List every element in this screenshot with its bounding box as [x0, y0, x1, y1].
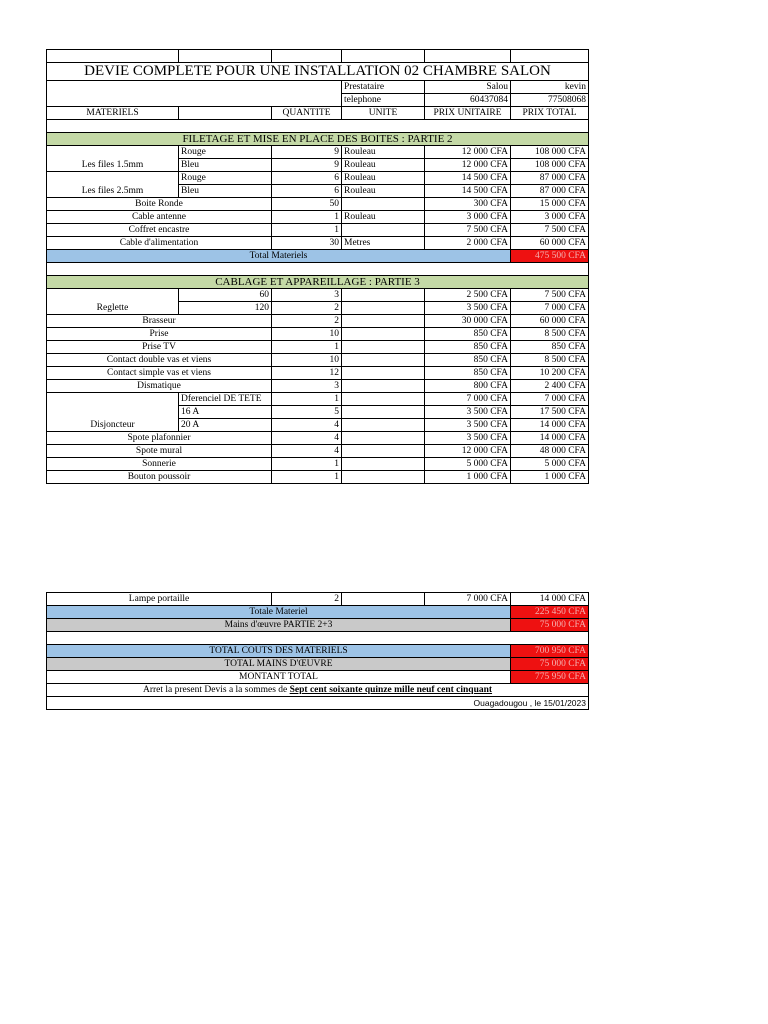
total-price: 48 000 CFA	[511, 445, 589, 458]
total-materiels-row	[47, 250, 589, 263]
devis-table	[46, 49, 589, 484]
total-price: 8 500 CFA	[511, 354, 589, 367]
header-unite: UNITE	[342, 107, 425, 120]
total-price: 60 000 CFA	[511, 237, 589, 250]
header-quantite: QUANTITE	[272, 107, 342, 120]
header-prix-unitaire: PRIX UNITAIRE	[425, 107, 511, 120]
total-price: 7 500 CFA	[511, 289, 589, 302]
files-25-label: Les files 2.5mm	[47, 172, 179, 198]
sub-item: 20 A	[179, 419, 272, 432]
total-price: 108 000 CFA	[511, 146, 589, 159]
arret-row	[47, 684, 589, 697]
unit-price: 12 000 CFA	[425, 445, 511, 458]
quantity: 1	[272, 211, 342, 224]
header-materiels: MATERIELS	[47, 107, 179, 120]
unit	[342, 224, 425, 237]
table-row	[47, 237, 589, 250]
quantity: 2	[272, 302, 342, 315]
unit-price: 14 500 CFA	[425, 185, 511, 198]
table-row	[47, 289, 589, 302]
table-row	[47, 458, 589, 471]
item-name: Cable d'alimentation	[47, 237, 272, 250]
wire-color: Rouge	[179, 172, 272, 185]
telephone-label: telephone	[342, 94, 425, 107]
item-name: Spote mural	[47, 445, 272, 458]
total-main-label: TOTAL MAINS D'ŒUVRE	[47, 658, 511, 671]
quantity: 1	[272, 393, 342, 406]
total-price: 7 500 CFA	[511, 224, 589, 237]
unit-price: 800 CFA	[425, 380, 511, 393]
quantity: 1	[272, 341, 342, 354]
unit: Rouleau	[342, 172, 425, 185]
item-name: Dismatique	[47, 380, 272, 393]
wire-color: Rouge	[179, 146, 272, 159]
header-prix-total: PRIX TOTAL	[511, 107, 589, 120]
total-price: 10 200 CFA	[511, 367, 589, 380]
quantity: 2	[272, 593, 342, 606]
quantity: 12	[272, 367, 342, 380]
item-name: Cable antenne	[47, 211, 272, 224]
unit-price: 850 CFA	[425, 341, 511, 354]
partie3-title: CABLAGE ET APPAREILLAGE : PARTIE 3	[47, 276, 589, 289]
date-line: Ouagadougou , le 15/01/2023	[47, 697, 589, 710]
item-name: Contact simple vas et viens	[47, 367, 272, 380]
totale-materiel-value: 225 450 CFA	[511, 606, 589, 619]
quantity: 4	[272, 445, 342, 458]
table-row	[47, 471, 589, 484]
unit: Rouleau	[342, 185, 425, 198]
total-price: 14 000 CFA	[511, 432, 589, 445]
total-price: 7 000 CFA	[511, 393, 589, 406]
wire-color: Bleu	[179, 159, 272, 172]
wire-color: Bleu	[179, 185, 272, 198]
table-row	[47, 380, 589, 393]
sub-item: 60	[179, 289, 272, 302]
prestataire-name-2: kevin	[511, 81, 589, 94]
table-row	[47, 198, 589, 211]
quantity: 2	[272, 315, 342, 328]
item-name: Sonnerie	[47, 458, 272, 471]
quantity: 10	[272, 354, 342, 367]
quantity: 1	[272, 224, 342, 237]
date-row	[47, 697, 589, 710]
section-partie2	[47, 133, 589, 146]
unit: Rouleau	[342, 159, 425, 172]
total-price: 15 000 CFA	[511, 198, 589, 211]
unit-price: 7 000 CFA	[425, 593, 511, 606]
unit-price: 30 000 CFA	[425, 315, 511, 328]
title-row	[47, 63, 589, 81]
quantity: 10	[272, 328, 342, 341]
item-name: Brasseur	[47, 315, 272, 328]
unit-price: 300 CFA	[425, 198, 511, 211]
total-materiels-label: Total Materiels	[47, 250, 511, 263]
unit-price: 1 000 CFA	[425, 471, 511, 484]
total-couts-label: TOTAL COUTS DES MATERIELS	[47, 645, 511, 658]
telephone-1: 60437084	[425, 94, 511, 107]
prestataire-name-1: Salou	[425, 81, 511, 94]
spacer-row	[47, 120, 589, 133]
total-price: 108 000 CFA	[511, 159, 589, 172]
summary-table	[46, 592, 589, 710]
totale-materiel-row	[47, 606, 589, 619]
total-price: 850 CFA	[511, 341, 589, 354]
table-row	[47, 315, 589, 328]
unit-price: 7 000 CFA	[425, 393, 511, 406]
montant-row	[47, 671, 589, 684]
item-name: Contact double vas et viens	[47, 354, 272, 367]
unit-price: 12 000 CFA	[425, 159, 511, 172]
document-title: DEVIE COMPLETE POUR UNE INSTALLATION 02 CHAMBRE SALON	[47, 63, 589, 81]
montant-label: MONTANT TOTAL	[47, 671, 511, 684]
item-name: Prise	[47, 328, 272, 341]
table-row	[47, 354, 589, 367]
total-price: 87 000 CFA	[511, 172, 589, 185]
table-row	[47, 593, 589, 606]
unit-price: 3 500 CFA	[425, 302, 511, 315]
unit-price: 850 CFA	[425, 328, 511, 341]
files-15-label: Les files 1.5mm	[47, 146, 179, 172]
prestataire-row	[47, 81, 589, 94]
unit-price: 12 000 CFA	[425, 146, 511, 159]
quantity: 4	[272, 432, 342, 445]
main-oeuvre-value: 75 000 CFA	[511, 619, 589, 632]
arret-text	[47, 684, 589, 697]
total-price: 2 400 CFA	[511, 380, 589, 393]
total-couts-value: 700 950 CFA	[511, 645, 589, 658]
quantity: 9	[272, 159, 342, 172]
quantity: 6	[272, 172, 342, 185]
quantity: 6	[272, 185, 342, 198]
spacer-row	[47, 632, 589, 645]
total-price: 17 500 CFA	[511, 406, 589, 419]
total-materiels-value: 475 500 CFA	[511, 250, 589, 263]
quantity: 9	[272, 146, 342, 159]
quantity: 1	[272, 471, 342, 484]
unit-price: 850 CFA	[425, 367, 511, 380]
unit: Rouleau	[342, 211, 425, 224]
header-row	[47, 107, 589, 120]
totale-materiel-label: Totale Materiel	[47, 606, 511, 619]
main-oeuvre-label: Mains d'œuvre PARTIE 2+3	[47, 619, 511, 632]
item-name: Lampe portaille	[47, 593, 272, 606]
unit-price: 2 500 CFA	[425, 289, 511, 302]
table-row	[47, 328, 589, 341]
arret-amount: Sept cent soixante quinze mille neuf cent cinquant	[289, 685, 493, 695]
total-price: 87 000 CFA	[511, 185, 589, 198]
unit-price: 3 000 CFA	[425, 211, 511, 224]
total-couts-row	[47, 645, 589, 658]
quantity: 5	[272, 406, 342, 419]
main-oeuvre-row	[47, 619, 589, 632]
table-row	[47, 393, 589, 406]
unit: Rouleau	[342, 146, 425, 159]
quantity: 4	[272, 419, 342, 432]
item-name: Spote plafonnier	[47, 432, 272, 445]
quantity: 30	[272, 237, 342, 250]
unit	[342, 198, 425, 211]
section-partie3	[47, 276, 589, 289]
quantity: 1	[272, 458, 342, 471]
quantity: 50	[272, 198, 342, 211]
prestataire-label: Prestataire	[342, 81, 425, 94]
table-row	[47, 146, 589, 159]
table-row	[47, 172, 589, 185]
spacer-row	[47, 263, 589, 276]
total-price: 14 000 CFA	[511, 593, 589, 606]
unit-price: 14 500 CFA	[425, 172, 511, 185]
sub-item: 16 A	[179, 406, 272, 419]
total-main-row	[47, 658, 589, 671]
unit-price: 7 500 CFA	[425, 224, 511, 237]
sub-item: Dferenciel DE TETE	[179, 393, 272, 406]
arret-prefix: Arret la present Devis a la sommes de	[142, 685, 290, 695]
item-name: Prise TV	[47, 341, 272, 354]
item-name: Bouton poussoir	[47, 471, 272, 484]
telephone-2: 77508068	[511, 94, 589, 107]
total-main-value: 75 000 CFA	[511, 658, 589, 671]
table-row	[47, 211, 589, 224]
total-price: 14 000 CFA	[511, 419, 589, 432]
total-price: 60 000 CFA	[511, 315, 589, 328]
total-price: 1 000 CFA	[511, 471, 589, 484]
table-row	[47, 224, 589, 237]
unit-price: 2 000 CFA	[425, 237, 511, 250]
unit: Metres	[342, 237, 425, 250]
total-price: 3 000 CFA	[511, 211, 589, 224]
sub-item: 120	[179, 302, 272, 315]
quantity: 3	[272, 380, 342, 393]
unit-price: 5 000 CFA	[425, 458, 511, 471]
unit-price: 3 500 CFA	[425, 406, 511, 419]
table-row	[47, 367, 589, 380]
montant-value: 775 950 CFA	[511, 671, 589, 684]
unit-price: 3 500 CFA	[425, 432, 511, 445]
table-row	[47, 341, 589, 354]
table-row	[47, 432, 589, 445]
total-price: 7 000 CFA	[511, 302, 589, 315]
reglette-label: Reglette	[47, 289, 179, 315]
total-price: 5 000 CFA	[511, 458, 589, 471]
empty-row	[47, 50, 589, 63]
quantity: 3	[272, 289, 342, 302]
item-name: Coffret encastre	[47, 224, 272, 237]
unit-price: 850 CFA	[425, 354, 511, 367]
table-row	[47, 445, 589, 458]
item-name: Boite Ronde	[47, 198, 272, 211]
total-price: 8 500 CFA	[511, 328, 589, 341]
partie2-title: FILETAGE ET MISE EN PLACE DES BOITES : PARTIE 2	[47, 133, 589, 146]
unit-price: 3 500 CFA	[425, 419, 511, 432]
disjoncteur-label: Disjoncteur	[47, 393, 179, 432]
